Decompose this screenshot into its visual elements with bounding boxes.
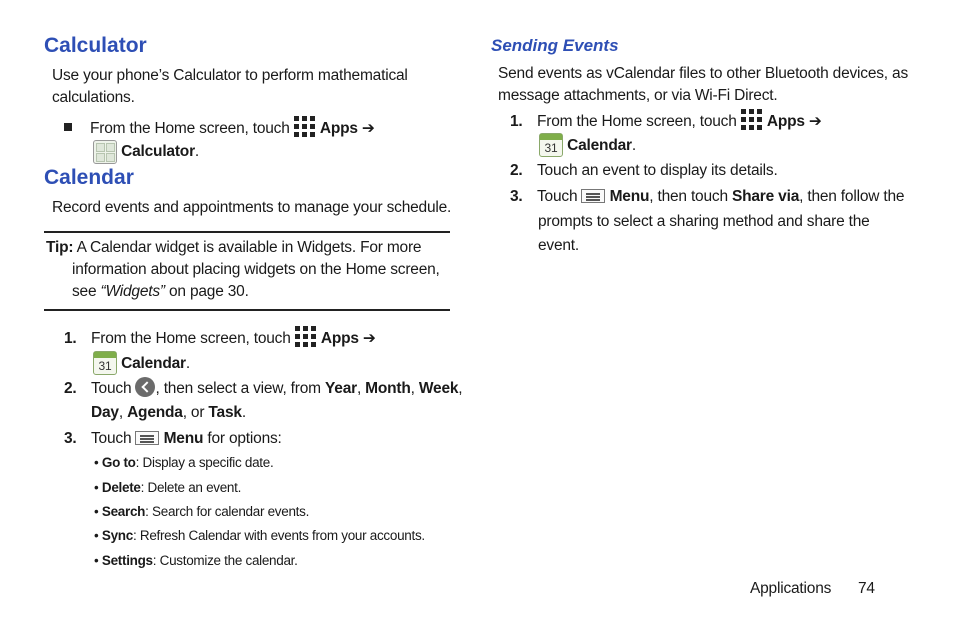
bullet: •	[94, 480, 99, 495]
option-sync	[94, 527, 425, 545]
sending-step-1	[510, 109, 822, 133]
widgets-link[interactable]: “Widgets”	[100, 283, 165, 300]
calculator-step-text: From the Home screen, touch	[90, 120, 290, 137]
menu-key-icon	[581, 189, 605, 203]
calendar-step-2-line2	[91, 402, 246, 424]
tip-line1: A Calendar widget is available in Widgets. For more	[76, 239, 422, 256]
share-via-label: Share via	[731, 188, 800, 205]
calculator-step-line2	[93, 140, 199, 164]
tip-bottom-rule	[44, 309, 450, 311]
bullet: •	[94, 455, 99, 470]
bullet: •	[94, 504, 99, 519]
sending-step-3	[510, 186, 910, 257]
option-delete	[94, 479, 242, 497]
calendar-app-name: Calendar	[121, 355, 186, 372]
option-label: Go to	[101, 455, 136, 470]
apps-label: Apps ➔	[766, 113, 822, 130]
square-bullet-icon	[64, 123, 72, 131]
footer-section: Applications	[750, 580, 832, 597]
option-desc: : Refresh Calendar with events from your accounts.	[132, 528, 425, 543]
view-month: Month	[365, 380, 411, 397]
sending-events-heading: Sending Events	[491, 36, 619, 55]
or-text: , or	[182, 404, 205, 421]
calendar-step-1	[64, 326, 376, 350]
view-year: Year	[324, 380, 357, 397]
step-number: 2.	[64, 380, 77, 397]
comma: ,	[410, 380, 415, 397]
calendar-icon-day: 31	[98, 359, 112, 373]
calculator-intro	[52, 65, 442, 109]
calendar-app-icon	[93, 351, 117, 375]
period-text: .	[194, 143, 200, 160]
option-goto	[94, 454, 274, 472]
sending-step-1-line2	[539, 133, 636, 157]
calendar-intro: Record events and appointments to manage your schedule.	[52, 199, 452, 216]
back-circle-icon	[135, 377, 155, 397]
period-text: .	[631, 137, 636, 154]
bullet: •	[94, 528, 99, 543]
calculator-intro-line1: Use your phone’s Calculator to perform mathematical	[52, 67, 408, 84]
step-text: , then select a view, from	[155, 380, 321, 397]
step-text: From the Home screen, touch	[91, 330, 291, 347]
calendar-heading: Calendar	[44, 166, 134, 189]
touch-text: Touch	[91, 430, 132, 447]
touch-text: Touch	[537, 188, 578, 205]
step-3-line3: event.	[538, 237, 580, 254]
option-label: Settings	[101, 553, 153, 568]
calculator-app-name: Calculator	[121, 143, 195, 160]
calculator-step	[64, 116, 375, 140]
step-number: 3.	[64, 430, 77, 447]
apps-label: Apps ➔	[320, 330, 376, 347]
comma: ,	[356, 380, 362, 397]
option-desc: : Search for calendar events.	[145, 504, 310, 519]
bullet: •	[94, 553, 99, 568]
step-text: From the Home screen, touch	[537, 113, 737, 130]
calendar-step-3	[64, 428, 282, 450]
sending-intro-line1: Send events as vCalendar files to other Bluetooth devices, as	[498, 65, 908, 82]
calculator-intro-line2: calculations.	[52, 89, 135, 106]
tip-page-text: on page 30.	[169, 283, 249, 300]
touch-text: Touch	[91, 380, 132, 397]
sending-intro-line2: message attachments, or via Wi-Fi Direct.	[498, 87, 778, 104]
step-3-line2: prompts to select a sharing method and share the	[538, 213, 870, 230]
option-label: Delete	[101, 480, 141, 495]
step-text: , then follow the	[799, 188, 905, 205]
calendar-step-2	[64, 377, 462, 400]
period-text: .	[241, 404, 246, 421]
comma: ,	[458, 380, 463, 397]
period-text: .	[185, 355, 190, 372]
apps-grid-icon	[295, 326, 317, 348]
step-number: 2.	[510, 162, 523, 179]
step-text: for options:	[207, 430, 282, 447]
calendar-app-icon	[539, 133, 563, 157]
tip-see-text: see	[72, 283, 97, 300]
then-touch-text: , then touch	[649, 188, 728, 205]
option-settings	[94, 552, 298, 570]
view-agenda: Agenda	[127, 404, 183, 421]
view-day: Day	[91, 404, 119, 421]
apps-grid-icon	[294, 116, 316, 138]
menu-label: Menu	[609, 188, 650, 205]
calculator-heading: Calculator	[44, 34, 147, 57]
step-text: Touch an event to display its details.	[537, 162, 778, 179]
step-number: 1.	[510, 113, 523, 130]
comma: ,	[118, 404, 123, 421]
sending-step-2	[510, 160, 778, 182]
sending-events-intro	[498, 63, 918, 107]
apps-grid-icon	[741, 109, 763, 131]
option-label: Search	[101, 504, 146, 519]
tip-box	[46, 237, 450, 303]
view-task: Task	[208, 404, 242, 421]
tip-line3	[46, 281, 450, 303]
calculator-app-icon	[93, 140, 117, 164]
option-desc: : Delete an event.	[140, 480, 242, 495]
option-desc: : Display a specific date.	[135, 455, 274, 470]
calendar-step-1-line2	[93, 351, 190, 375]
option-label: Sync	[101, 528, 133, 543]
menu-label: Menu	[163, 430, 204, 447]
step-number: 1.	[64, 330, 77, 347]
calendar-app-name: Calendar	[567, 137, 632, 154]
tip-top-rule	[44, 231, 450, 233]
tip-label: Tip:	[46, 239, 74, 256]
tip-line2: information about placing widgets on the Home screen,	[72, 261, 440, 278]
step-number: 3.	[510, 188, 523, 205]
calendar-icon-day: 31	[544, 141, 558, 155]
option-search	[94, 503, 310, 521]
apps-label: Apps ➔	[319, 120, 375, 137]
menu-key-icon	[135, 431, 159, 445]
view-week: Week	[418, 380, 459, 397]
option-desc: : Customize the calendar.	[152, 553, 298, 568]
page-number: 74	[858, 580, 875, 597]
